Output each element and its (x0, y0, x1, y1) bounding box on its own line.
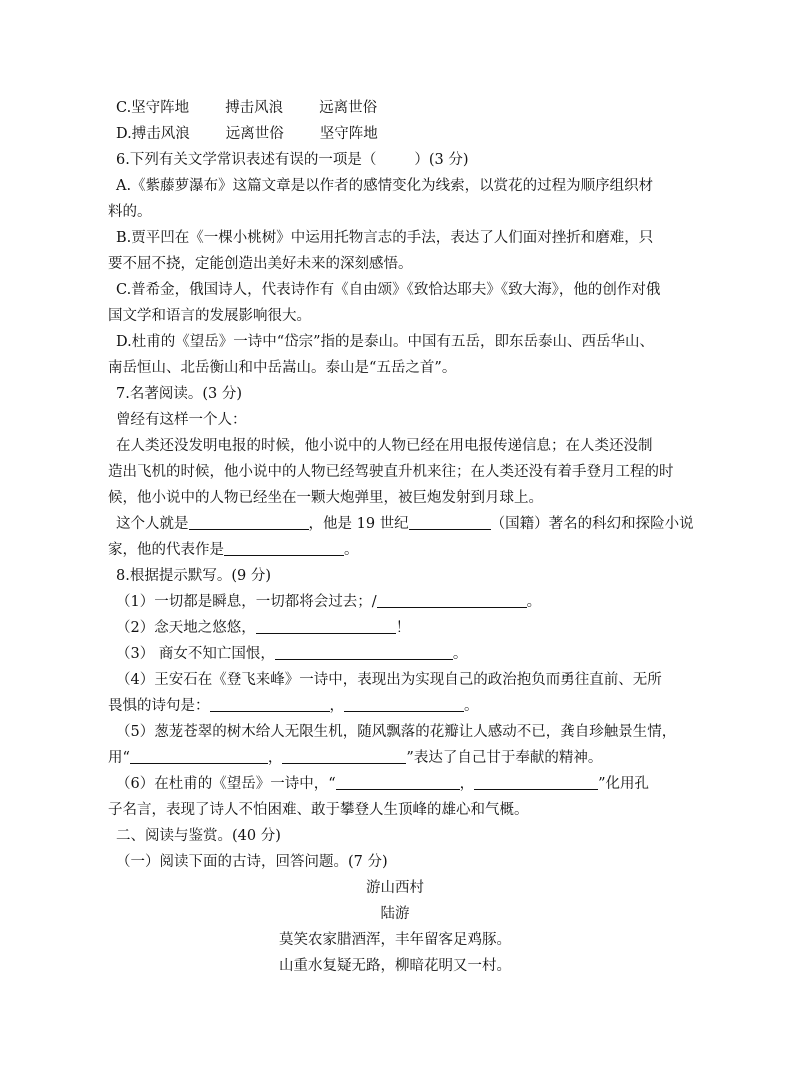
item2-blank[interactable] (256, 618, 396, 634)
item5-blank-2[interactable] (282, 748, 406, 764)
poem-author: 陆游 (380, 906, 410, 922)
item4-blank-1[interactable] (210, 696, 330, 712)
q8-item-4-line2: 畏惧的诗句是： ， 。 (108, 698, 479, 714)
part2-section1-title: （一）阅读下面的古诗，回答问题。(7 分) (116, 854, 388, 870)
q8-item-6-line2: 子名言，表现了诗人不怕困难、敢于攀登人生顶峰的雄心和气概。 (108, 802, 529, 818)
q6-option-c-line2: 国文学和语言的发展影响很大。 (108, 308, 311, 324)
item4-blank-2[interactable] (344, 696, 464, 712)
q8-item-3: （3） 商女不知亡国恨， 。 (116, 646, 468, 662)
item6-blank-2[interactable] (474, 774, 598, 790)
q6-option-c-line1: C.普希金，俄国诗人，代表诗作有《自由颂》《致恰达耶夫》《致大海》，他的创作对俄 (116, 282, 661, 298)
nationality-blank[interactable] (409, 514, 491, 530)
q7-paragraph-line2: 造出飞机的时候，他小说中的人物已经驾驶直升机来往；在人类还没有着手登月工程的时 (108, 464, 674, 480)
item1-blank[interactable] (377, 592, 527, 608)
q8-item-2: （2）念天地之悠悠， ！ (116, 620, 411, 636)
poem-title: 游山西村 (366, 880, 424, 896)
q7-paragraph-line1: 在人类还没发明电报的时候，他小说中的人物已经在用电报传递信息；在人类还没制 (116, 438, 653, 454)
q7-paragraph-line3: 候，他小说中的人物已经坐在一颗大炮弹里，被巨炮发射到月球上。 (108, 490, 543, 506)
q6-option-a-line1: A.《紫藤萝瀑布》这篇文章是以作者的感情变化为线索，以赏花的过程为顺序组织材 (116, 178, 654, 194)
q8-item-6-line1: （6）在杜甫的《望岳》一诗中，“ ， ”化用孔 (116, 776, 650, 792)
q8-item-1: （1）一切都是瞬息，一切都将会过去；/ 。 (116, 594, 542, 610)
poem-line-2: 山重水复疑无路，柳暗花明又一村。 (279, 958, 511, 974)
q6-stem: 6.下列有关文学常识表述有误的一项是（ ）(3 分) (116, 152, 469, 168)
q7-intro: 曾经有这样一个人： (116, 412, 247, 428)
poem-line-1: 莫笑农家腊酒浑，丰年留客足鸡豚。 (279, 932, 511, 948)
q6-option-a-line2: 料的。 (108, 204, 152, 220)
item5-blank-1[interactable] (130, 748, 268, 764)
q7-title: 7.名著阅读。(3 分) (116, 386, 242, 402)
q5-option-d: D.搏击风浪 远离世俗 坚守阵地 (116, 126, 378, 142)
q8-item-5-line1: （5）葱茏苍翠的树木给人无限生机，随风飘落的花瓣让人感动不已，龚自珍触景生情， (116, 724, 677, 740)
q8-item-5-line2: 用“ ， ”表达了自己甘于奉献的精神。 (108, 750, 603, 766)
q6-option-d-line1: D.杜甫的《望岳》一诗中“岱宗”指的是泰山。中国有五岳，即东岳泰山、西岳华山、 (116, 334, 655, 350)
item6-blank-1[interactable] (336, 774, 460, 790)
work-blank[interactable] (224, 540, 344, 556)
q6-option-b-line1: B.贾平凹在《一棵小桃树》中运用托物言志的手法，表达了人们面对挫折和磨难，只 (116, 230, 654, 246)
item3-blank[interactable] (275, 644, 453, 660)
q5-option-c: C.坚守阵地 搏击风浪 远离世俗 (116, 100, 378, 116)
q7-answer-line1: 这个人就是 ，他是 19 世纪 （国籍）著名的科幻和探险小说 (116, 516, 694, 532)
q6-option-b-line2: 要不屈不挠，定能创造出美好未来的深刻感悟。 (108, 256, 413, 272)
part2-title: 二、阅读与鉴赏。(40 分) (116, 828, 281, 844)
q7-answer-line2: 家，他的代表作是 。 (108, 542, 359, 558)
q8-title: 8.根据提示默写。(9 分) (116, 568, 271, 584)
q6-option-d-line2: 南岳恒山、北岳衡山和中岳嵩山。泰山是“五岳之首”。 (108, 360, 457, 376)
author-blank[interactable] (189, 514, 309, 530)
q8-item-4-line1: （4）王安石在《登飞来峰》一诗中，表现出为实现自己的政治抱负而勇往直前、无所 (116, 672, 662, 688)
